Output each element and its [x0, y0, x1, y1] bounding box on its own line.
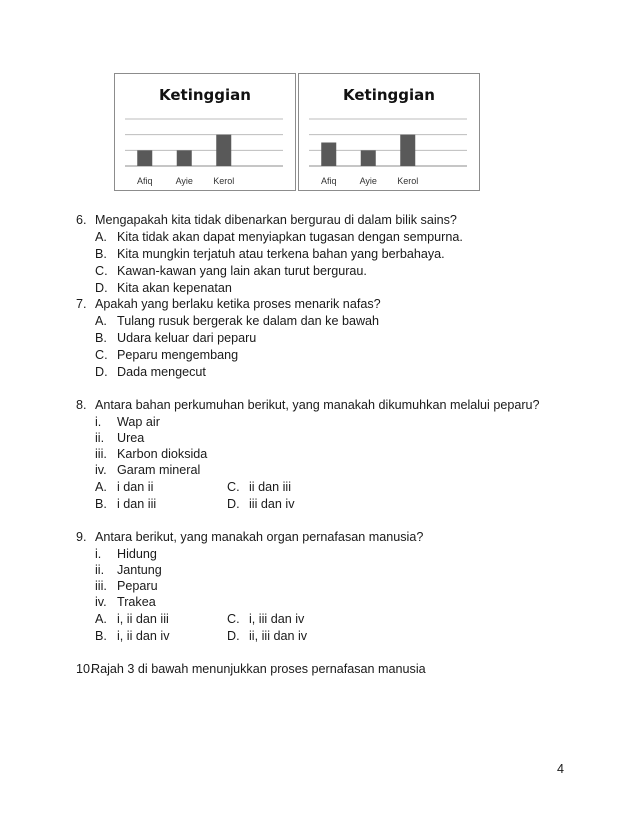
- item-label: i.: [95, 547, 102, 561]
- option-text: Kita akan kepenatan: [117, 281, 232, 295]
- option-label: D.: [95, 365, 108, 379]
- option-text: Udara keluar dari peparu: [117, 331, 257, 345]
- option-text: i dan ii: [117, 480, 154, 494]
- item-text: Hidung: [117, 547, 157, 561]
- option-label: D.: [227, 629, 240, 643]
- page-number: 4: [557, 762, 565, 776]
- question-number: 10.: [76, 662, 94, 676]
- item-text: Jantung: [117, 563, 162, 577]
- option-text: i, ii dan iii: [117, 612, 169, 626]
- chart-title: Ketinggian: [343, 86, 435, 104]
- option-label: B.: [95, 497, 107, 511]
- item-label: iv.: [95, 595, 107, 609]
- x-tick-label: Kerol: [213, 176, 235, 186]
- option-text: i, iii dan iv: [249, 612, 305, 626]
- question-number: 7.: [76, 297, 87, 311]
- option-label: A.: [95, 314, 107, 328]
- item-label: i.: [95, 415, 102, 429]
- option-text: ii dan iii: [249, 480, 291, 494]
- item-text: Karbon dioksida: [117, 447, 208, 461]
- question-text: Antara bahan perkumuhan berikut, yang manakah dikumuhkan melalui peparu?: [95, 398, 540, 412]
- item-label: iii.: [95, 447, 107, 461]
- bar-afiq: [137, 150, 152, 166]
- option-text: ii, iii dan iv: [249, 629, 308, 643]
- option-label: C.: [227, 612, 240, 626]
- item-text: Urea: [117, 431, 145, 445]
- bar-kerol: [216, 135, 231, 166]
- x-tick-label: Ayie: [175, 176, 193, 186]
- x-tick-label: Afiq: [320, 176, 337, 186]
- item-text: Trakea: [117, 595, 156, 609]
- question-number: 6.: [76, 213, 87, 227]
- option-label: C.: [95, 264, 108, 278]
- item-label: ii.: [95, 431, 105, 445]
- option-label: B.: [95, 629, 107, 643]
- item-text: Peparu: [117, 579, 158, 593]
- option-text: Tulang rusuk bergerak ke dalam dan ke bawah: [117, 314, 380, 328]
- bar-afiq: [321, 143, 336, 167]
- question-number: 8.: [76, 398, 87, 412]
- option-label: B.: [95, 247, 107, 261]
- option-label: D.: [227, 497, 240, 511]
- question-text: Mengapakah kita tidak dibenarkan bergurau di dalam bilik sains?: [95, 213, 457, 227]
- option-label: C.: [227, 480, 240, 494]
- option-text: Dada mengecut: [117, 365, 206, 379]
- item-label: iii.: [95, 579, 107, 593]
- option-label: B.: [95, 331, 107, 345]
- x-tick-label: Kerol: [397, 176, 419, 186]
- bar-kerol: [400, 135, 415, 166]
- option-text: Peparu mengembang: [117, 348, 239, 362]
- option-text: i dan iii: [117, 497, 157, 511]
- option-label: A.: [95, 480, 107, 494]
- item-text: Garam mineral: [117, 463, 201, 477]
- bar-ayie: [361, 150, 376, 166]
- bar-chart-ketinggian-2: [298, 73, 480, 191]
- option-label: C.: [95, 348, 108, 362]
- item-text: Wap air: [117, 415, 160, 429]
- bar-ayie: [177, 150, 192, 166]
- option-text: Kawan-kawan yang lain akan turut bergurau.: [117, 264, 367, 278]
- question-text: Rajah 3 di bawah menunjukkan proses pernafasan manusia: [91, 662, 426, 676]
- option-label: A.: [95, 230, 107, 244]
- chart-title: Ketinggian: [159, 86, 251, 104]
- chart-plot: [115, 74, 297, 192]
- bar-chart-ketinggian-1: [114, 73, 296, 191]
- question-text: Apakah yang berlaku ketika proses menarik nafas?: [95, 297, 381, 311]
- x-tick-label: Ayie: [359, 176, 377, 186]
- chart-plot: [299, 74, 481, 192]
- question-text: Antara berikut, yang manakah organ pernafasan manusia?: [95, 530, 424, 544]
- item-label: iv.: [95, 463, 107, 477]
- option-text: iii dan iv: [249, 497, 295, 511]
- question-number: 9.: [76, 530, 87, 544]
- option-text: Kita mungkin terjatuh atau terkena bahan yang berbahaya.: [117, 247, 445, 261]
- option-text: Kita tidak akan dapat menyiapkan tugasan dengan sempurna.: [117, 230, 463, 244]
- item-label: ii.: [95, 563, 105, 577]
- x-tick-label: Afiq: [136, 176, 153, 186]
- option-text: i, ii dan iv: [117, 629, 170, 643]
- option-label: D.: [95, 281, 108, 295]
- option-label: A.: [95, 612, 107, 626]
